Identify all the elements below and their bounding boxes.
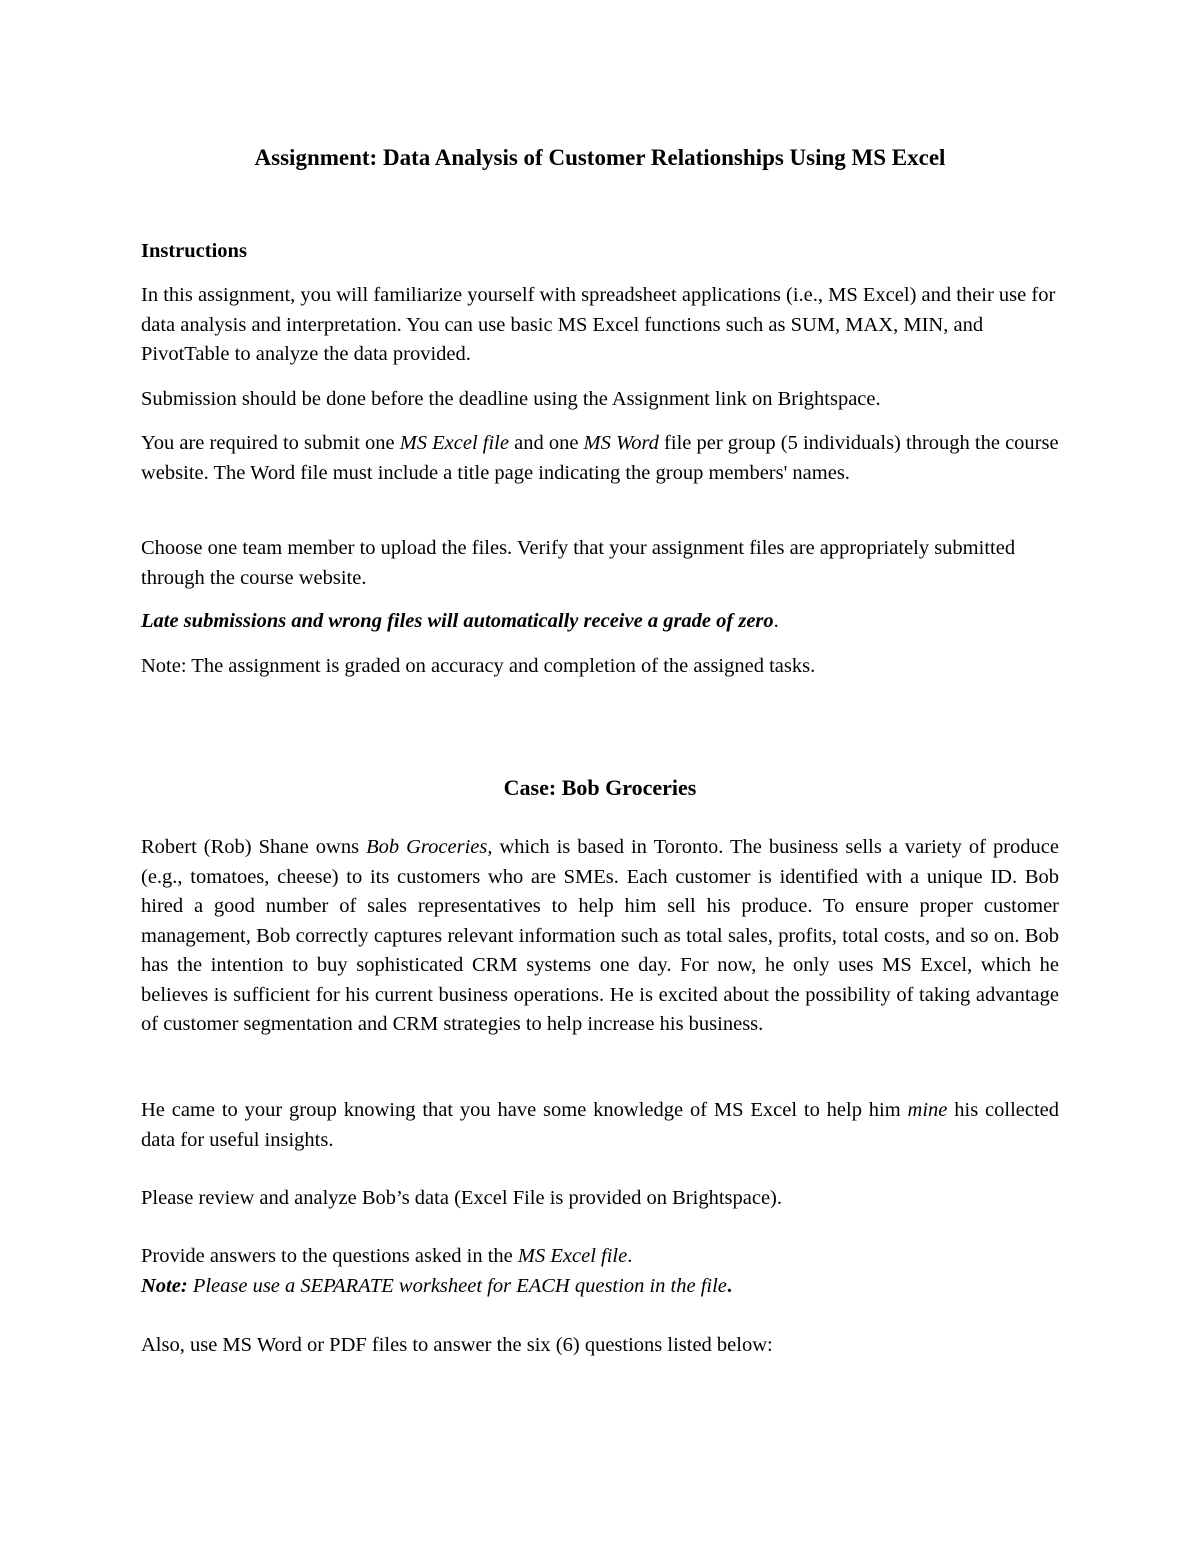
case-p4-note-text: Please use a SEPARATE worksheet for EACH question in the file	[187, 1274, 727, 1297]
p3-text-c: and one	[508, 432, 584, 454]
p3-text-e: file per group (5 individuals) through the course website. The Word file must include a title page indicating the group members' names.	[141, 432, 1059, 484]
case-paragraph-4	[141, 1242, 1059, 1301]
case-p4-text-a: Provide answers to the questions asked in the	[141, 1245, 518, 1267]
case-p4-note-label: Note:	[141, 1274, 188, 1297]
case-paragraph-1	[141, 833, 1059, 1040]
case-p2-text-a: He came to your group knowing that you have some knowledge of MS Excel to help him	[141, 1099, 908, 1121]
late-warning-text: Late submissions and wrong files will automatically receive a grade of zero	[141, 610, 774, 632]
instructions-paragraph-1: In this assignment, you will familiarize yourself with spreadsheet applications (i.e., MS Excel) and their use for data analysis and interpretation. You can use basic MS Excel functions such as SUM, MAX, MIN, and PivotTable to analyze the data provided.	[141, 284, 1056, 365]
case-title: Case: Bob Groceries	[503, 775, 697, 800]
case-p2-text-c: his collected data for useful insights.	[141, 1099, 1060, 1151]
p3-word-file: MS Word	[583, 432, 659, 454]
p3-text-a: You are required to submit one	[141, 432, 400, 454]
case-p4-period: .	[627, 1245, 633, 1267]
case-p4-excel-file: MS Excel file	[517, 1245, 628, 1267]
case-paragraph-2	[141, 1096, 1059, 1155]
instructions-heading: Instructions	[141, 240, 247, 262]
page-title: Assignment: Data Analysis of Customer Relationships Using MS Excel	[254, 145, 946, 170]
case-paragraph-5: Also, use MS Word or PDF files to answer the six (6) questions listed below:	[141, 1334, 773, 1356]
late-submission-warning	[141, 607, 1059, 637]
instructions-paragraph-3	[141, 429, 1059, 488]
p3-excel-file: MS Excel file	[399, 432, 509, 454]
case-paragraph-3: Please review and analyze Bob’s data (Excel File is provided on Brightspace).	[141, 1187, 782, 1209]
instructions-paragraph-2: Submission should be done before the deadline using the Assignment link on Brightspace.	[141, 388, 881, 410]
case-p1-text-c: which is based in Toronto. The business sells a variety of produce (e.g., tomatoes, cheese) to its customers who are SMEs. Each customer is identified with a unique ID. Bob hired a good number of sales representatives to help him sell his produce. To ensure proper customer management, Bob correctly captures relevant information such as total sales, profits, total costs, and so on. Bob has the intention to buy sophisticated CRM systems one day. For now, he only uses MS Excel, which he believes is sufficient for his current business operations. He is excited about the possibility of taking advantage of customer segmentation and CRM strategies to help increase his business.	[141, 836, 1059, 1035]
case-p1-text-a: Robert (Rob) Shane owns	[141, 836, 367, 858]
case-p1-business-name: Bob Groceries,	[366, 836, 493, 858]
grading-note: Note: The assignment is graded on accuracy and completion of the assigned tasks.	[141, 655, 816, 677]
late-warning-period: .	[773, 610, 779, 632]
case-p2-mine: mine	[907, 1099, 948, 1121]
case-p4-note-end: .	[726, 1274, 732, 1297]
instructions-paragraph-4: Choose one team member to upload the files. Verify that your assignment files are appropriately submitted through the course website.	[141, 537, 1016, 589]
